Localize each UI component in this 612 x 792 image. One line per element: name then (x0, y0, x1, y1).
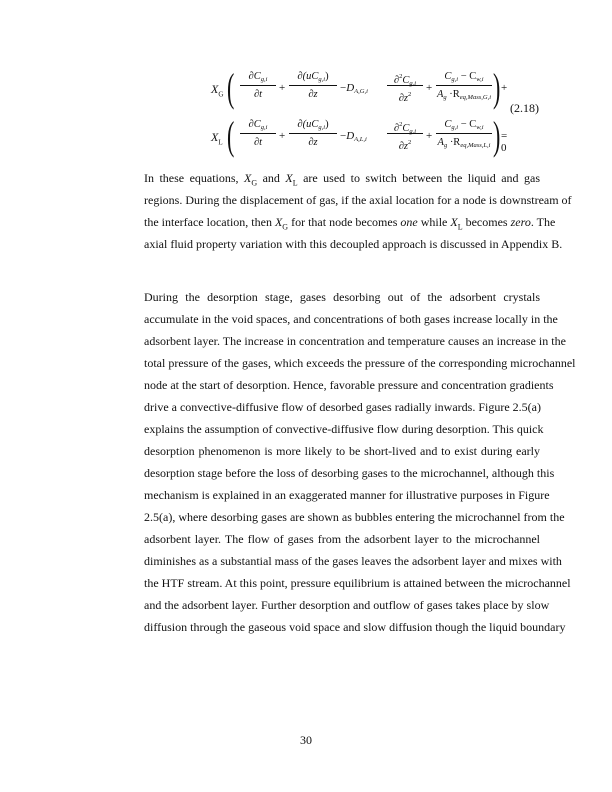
paragraph-line: accumulate in the void spaces, and concentrations of both gases increase locally in the (144, 312, 558, 326)
left-paren: ( (227, 65, 235, 110)
equation-number: (2.18) (510, 101, 539, 115)
time-derivative-term: $\partial C_{g,i}$ ∂t (239, 68, 277, 103)
diffusion-term: $\partial^2C_{g,i}$ $\partial z^2$ (386, 116, 424, 151)
paragraph-line: 2.5(a), where desorbing gases are shown as bubbles entering the microchannel from the (144, 510, 565, 524)
mass-transfer-term: $C_{g,i} - C_{w,i}$ $A_g \cdot R_{eq,Mass,L,i}$ (437, 119, 491, 149)
trailing-operator: = 0 (501, 130, 508, 154)
paragraph-line: the HTF stream. At this point, pressure equilibrium is attained between the microchannel (144, 576, 571, 590)
equation-2-18 (205, 64, 508, 164)
diffusion-term: $\partial^2C_{g,i}$ $\partial z^2$ (386, 68, 424, 103)
paragraph-line: diffusion through the gaseous void space and slow diffusion though the liquid boundary (144, 620, 566, 634)
switch-symbol: $X_G$ (211, 82, 224, 99)
time-derivative-term: $\partial C_{g,i}$ ∂t (239, 116, 277, 151)
paragraph-line: In these equations, $X_G$ and $X_L$ are used to switch between the liquid and gas (144, 171, 540, 188)
mass-transfer-term: $C_{g,i} - C_{w,i}$ $A_g \cdot R_{eq,Mass,G,i}$ (436, 71, 492, 101)
minus-sign: $-D_{A,L,i}$ (340, 130, 367, 143)
paragraph-line: desorption phenomenon is more likely to be short-lived and to exist during early (144, 444, 540, 458)
paragraph-line: the interface location, then $X_G$ for that node becomes one while $X_L$ becomes zero. The (144, 215, 556, 232)
convection-term: $\partial(uC_{g,i})$ ∂z (288, 68, 338, 103)
paragraph-line: regions. During the displacement of gas, if the axial location for a node is downstream of (144, 193, 572, 207)
right-paren: ) (493, 113, 501, 158)
plus-sign: + (426, 130, 433, 142)
paragraph-line: total pressure of the gases, which exceeds the pressure of the corresponding microchannel (144, 356, 576, 370)
convection-term: $\partial(uC_{g,i})$ ∂z (288, 116, 338, 151)
paragraph-switch-variables (108, 167, 572, 255)
paragraph-desorption-stage (108, 286, 576, 638)
right-paren: ) (493, 65, 501, 110)
paragraph-line: and the adsorbent layer. Further desorption and outflow of gases takes place by slow (144, 598, 550, 612)
equation-row-gas (205, 65, 508, 114)
paragraph-line: mechanism is explained in an exaggerated manner for illustrative purposes in Figure (144, 488, 550, 502)
paragraph-line: During the desorption stage, gases desorbing out of the adsorbent crystals (144, 290, 540, 304)
paragraph-line: drive a convective-diffusive flow of desorbed gases radially inwards. Figure 2.5(a) (144, 400, 541, 414)
paragraph-line: diminishes as a substantial mass of the gases leaves the adsorbent layer and mixes with (144, 554, 562, 568)
page-number: 30 (300, 733, 312, 747)
minus-sign: $-D_{A,G,i}$ (340, 82, 368, 95)
paragraph-line: desorption stage before the loss of desorbing gases to the microchannel, although this (144, 466, 555, 480)
paragraph-line: adsorbent layer. The increase in concentration and temperature causes an increase in the (144, 334, 566, 348)
plus-sign: + (279, 82, 286, 94)
switch-symbol: $X_L$ (211, 130, 223, 147)
paragraph-line: axial fluid property variation with this decoupled approach is discussed in Appendix B. (144, 237, 563, 251)
plus-sign: + (426, 82, 433, 94)
left-paren: ( (227, 113, 235, 158)
trailing-operator: + (501, 82, 508, 94)
paragraph-line: explains the assumption of convective-diffusive flow during desorption. This quick (144, 422, 544, 436)
paragraph-line: node at the start of desorption. Hence, favorable pressure and concentration gradients (144, 378, 554, 392)
plus-sign: + (279, 130, 286, 142)
paragraph-line: adsorbent layer. The flow of gases from the adsorbent layer to the microchannel (144, 532, 540, 546)
equation-row-liquid (205, 113, 508, 162)
